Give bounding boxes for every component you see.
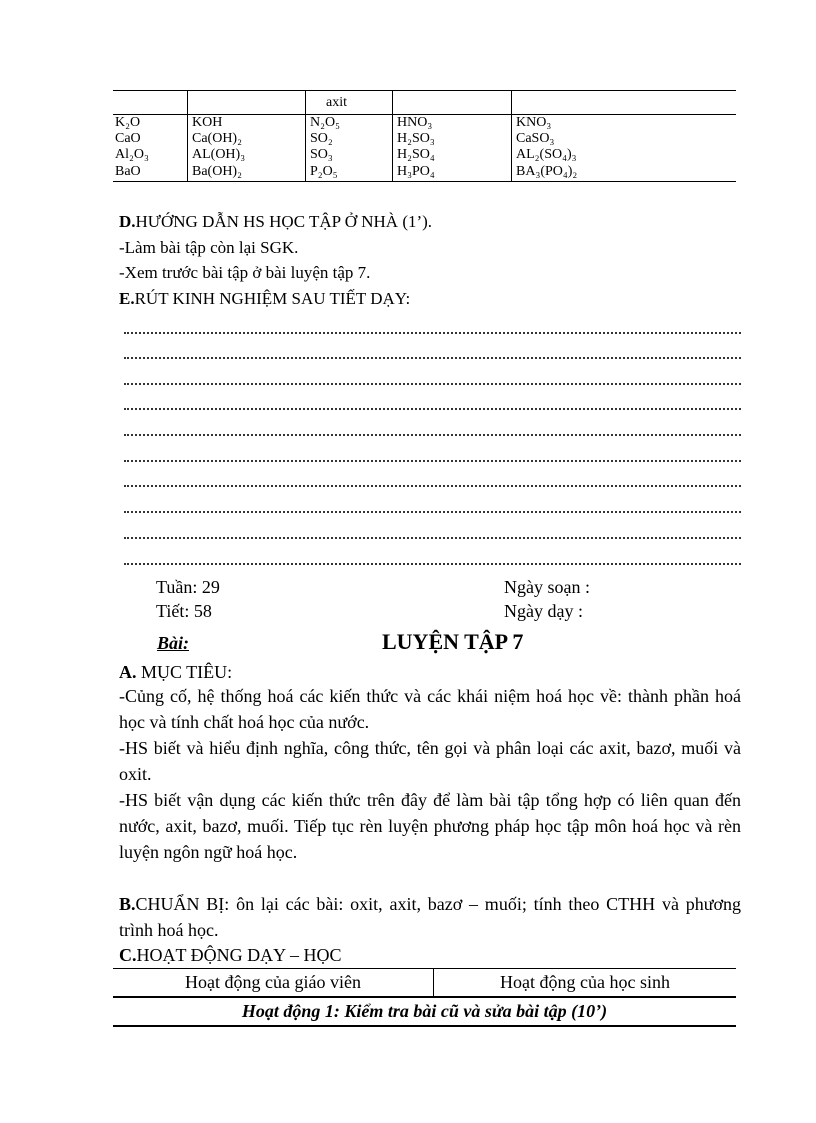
section-a-title: MỤC TIÊU: [136,662,233,682]
table-cell: H₂SO₄ [393,147,512,163]
section-d-item: -Xem trước bài tập ở bài luyện tập 7. [119,263,371,282]
table-cell: KNO₃ [516,115,552,130]
table-row [113,131,736,147]
header-cell [188,91,306,115]
teacher-activity-header: Hoạt động của giáo viên [113,969,434,998]
week-label: Tuần: 29 [156,577,220,597]
table-cell: BA₃(PO₄)₂ [512,163,737,182]
dotted-line [124,448,741,462]
section-c-label: C. [119,945,137,965]
dotted-line [124,320,741,334]
section-b-title: CHUẨN BỊ: [135,894,230,914]
teach-date-label: Ngày dạy : [504,601,583,621]
table-cell: K₂O [113,115,188,132]
dotted-line [124,396,741,410]
header-cell: axit [306,91,393,115]
period-label: Tiết: 58 [156,601,212,621]
dotted-line [124,371,741,385]
table-cell: SO₂ [306,131,393,147]
dotted-line [124,499,741,513]
table-cell: H₂SO₃ [393,131,512,147]
activity-row [113,997,736,1026]
header-cell [512,91,737,115]
section-a-label: A. [119,662,137,682]
chemistry-table [113,90,736,182]
table-cell: KOH [188,115,306,132]
activity-1-title: Hoạt động 1: Kiểm tra bài cũ và sửa bài tập (10’) [113,997,736,1026]
lesson-label: Bài: [157,633,190,653]
dotted-line [124,525,741,539]
dotted-line [124,422,741,436]
section-b-paragraph [119,891,741,943]
table-cell: AL₂(SO₄)₃ [516,147,577,162]
student-activity-header: Hoạt động của học sinh [434,969,737,998]
section-e-label: E. [119,289,135,308]
section-c-heading [119,944,741,966]
table-row [113,115,736,132]
section-d-title: HƯỚNG DẪN HS HỌC TẬP Ở NHÀ (1’). [135,212,433,231]
section-d-label: D. [119,212,136,231]
table-cell: Ba(OH)₂ [188,163,306,182]
activity-header-row [113,969,736,998]
header-cell [393,91,512,115]
section-e-title: RÚT KINH NGHIỆM SAU TIẾT DẠY: [134,289,411,308]
table-cell: H₃PO₄ [393,163,512,182]
section-a-heading [119,661,741,683]
table-cell: HNO₃ [393,115,512,132]
table-row [113,147,736,163]
section-c-title: HOẠT ĐỘNG DẠY – HỌC [136,945,342,965]
table-cell: CaSO₃ [516,131,555,146]
table-cell: Ca(OH)₂ [188,131,306,147]
objective-paragraph: -Củng cố, hệ thống hoá các kiến thức và các khái niệm hoá học về: thành phần hoá học và tính chất hoá học của nước. [119,686,741,732]
table-cell: CaO [113,131,188,147]
table-cell: P₂O₅ [306,163,393,182]
prep-date-label: Ngày soạn : [504,577,590,597]
table-cell: AL(OH)₃ [188,147,306,163]
table-cell: N₂O₅ [306,115,393,132]
dotted-line [124,345,741,359]
activity-table [113,968,736,1027]
lesson-title: LUYỆN TẬP 7 [382,629,524,654]
table-header-row [113,91,736,115]
section-e-heading [119,288,741,310]
table-cell: Al₂O₃ [113,147,188,163]
section-b-text: ôn lại các bài: oxit, axit, bazơ – muối; tính theo CTHH và phương trình hoá học. [119,894,741,940]
section-d-item: -Làm bài tập còn lại SGK. [119,238,299,257]
section-d-heading [119,211,741,233]
section-b-label: B. [119,894,136,914]
objective-paragraph: -HS biết và hiểu định nghĩa, công thức, tên gọi và phân loại các axit, bazơ, muối và oxit. [119,738,741,784]
dotted-line [124,551,741,565]
table-cell: SO₃ [306,147,393,163]
header-cell [113,91,188,115]
dotted-line [124,473,741,487]
objective-paragraph: -HS biết vận dụng các kiến thức trên đây để làm bài tập tổng hợp có liên quan đến nước, axit, bazơ, muối. Tiếp tục rèn luyện phương pháp học tập môn hoá học và rèn luyện ngôn ngữ hoá học. [119,790,741,862]
table-cell: BaO [113,163,188,182]
table-row [113,163,736,182]
